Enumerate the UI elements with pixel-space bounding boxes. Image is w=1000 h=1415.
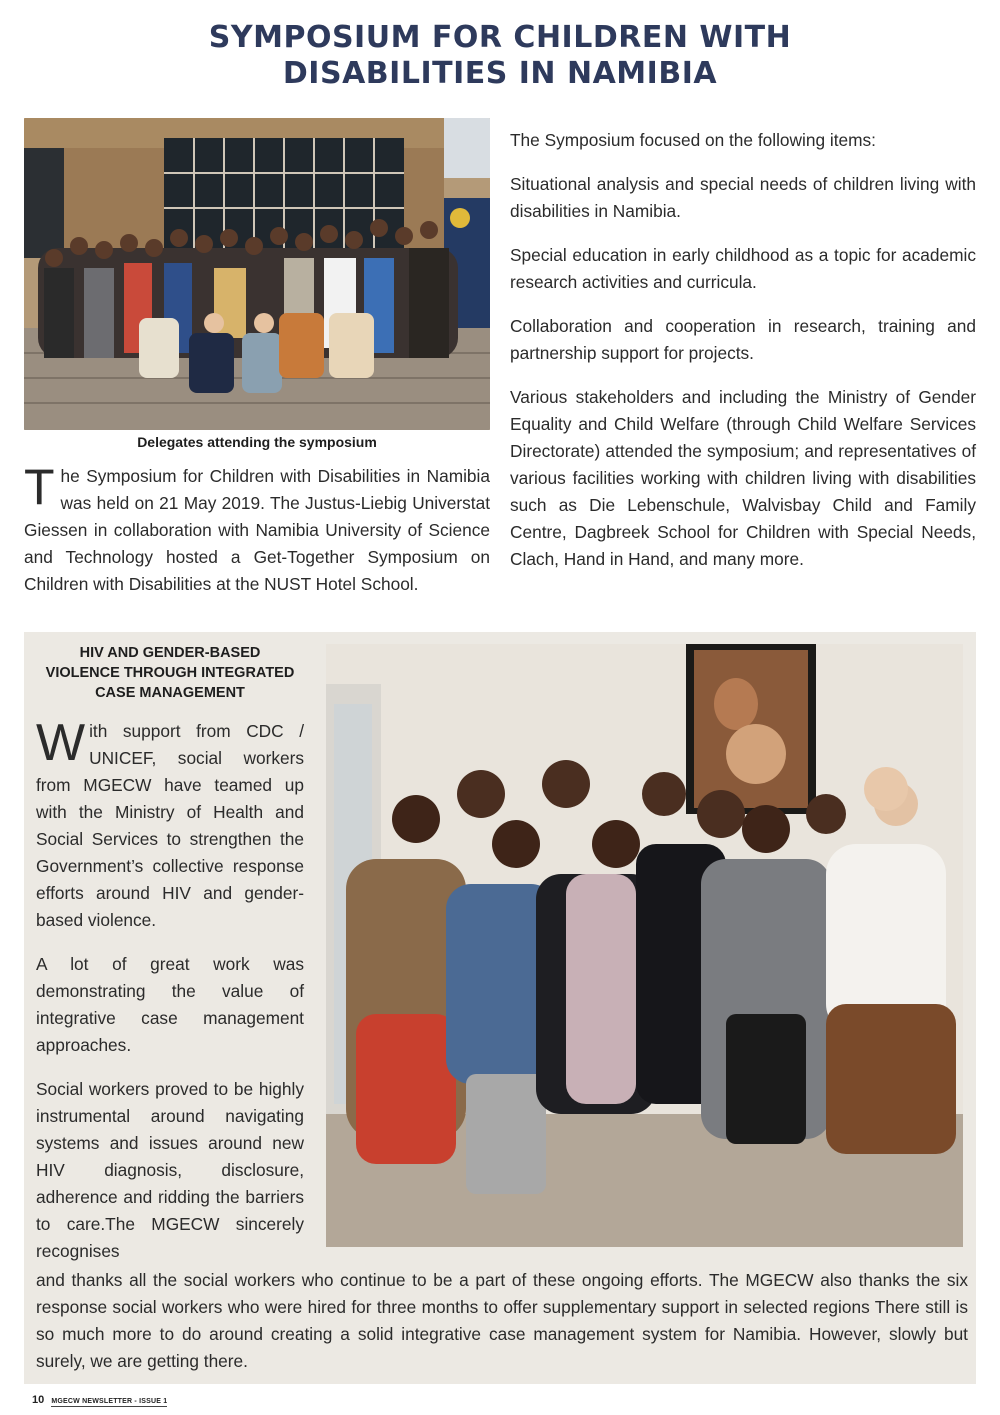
paragraph: Various stakeholders and including the Ministry of Gender Equality and Child Welfare (through Child Welfare Services Directorate) attended the symposium; and representatives of various facilities working with children living with disabilities such as Die Lebenschule, Walvisbay Child and Family Centre, Dagbreek School for Children with Special Needs, Clach, Hand in Hand, and many more. (510, 387, 976, 569)
social-workers-photo-image (326, 644, 963, 1247)
paragraph (36, 714, 304, 934)
intro-text: he Symposium for Children with Disabilities in Namibia was held on 21 May 2019. The Justus-Liebig Universtat Giessen in collaboration with Namibia University of Science and Technology hosted a Get-Together Symposium on Children with Disabilities at the NUST Hotel School. (24, 466, 490, 594)
paragraph: The Symposium focused on the following items: (510, 130, 876, 150)
photo-caption: Delegates attending the symposium (137, 434, 377, 450)
panel-heading (36, 643, 304, 703)
intro-paragraph (24, 459, 490, 598)
paragraph-text: ith support from CDC / UNICEF, social workers from MGECW have teamed up with the Ministry of Health and Social Services to strengthen the Government’s collective response efforts around HIV and gender-based violence. (36, 721, 304, 930)
panel-heading-line: CASE MANAGEMENT (95, 685, 245, 701)
paragraph: Situational analysis and special needs of children living with disabilities in Namibia. (510, 174, 976, 221)
paragraph: Special education in early childhood as a topic for academic research activities and curricula. (510, 245, 976, 292)
title-line-1: SYMPOSIUM FOR CHILDREN WITH (208, 20, 792, 55)
panel-text (36, 714, 304, 1282)
paragraph: Social workers proved to be highly instrumental around navigating systems and issues around new HIV diagnosis, disclosure, adherence and ridding the barriers to care.The MGECW sincerely recognises (36, 1079, 304, 1261)
page-number: 10 (32, 1394, 45, 1406)
panel-heading-line: VIOLENCE THROUGH INTEGRATED (45, 665, 295, 681)
drop-cap: T (24, 459, 55, 515)
symposium-items-column (510, 127, 976, 590)
panel-heading-line: HIV AND GENDER-BASED (79, 645, 261, 661)
drop-cap: W (36, 714, 86, 772)
page-footer (32, 1393, 167, 1407)
title-line-2: DISABILITIES IN NAMIBIA (282, 56, 718, 91)
page-title (0, 20, 1000, 92)
group-photo-image (24, 118, 490, 430)
paragraph: A lot of great work was demonstrating the value of integrative case management approaches. (36, 954, 304, 1055)
paragraph: Collaboration and cooperation in research, training and partnership support for projects. (510, 316, 976, 363)
newsletter-label: MGECW NEWSLETTER - ISSUE 1 (51, 1398, 168, 1405)
panel-continuation-text: and thanks all the social workers who continue to be a part of these ongoing efforts. The MGECW also thanks the six response social workers who were hired for three months to offer supplementary support in selected regions There still is so much more to do around creating a solid integrative case management system for Namibia. However, slowly but surely, we are getting there. (36, 1270, 968, 1371)
